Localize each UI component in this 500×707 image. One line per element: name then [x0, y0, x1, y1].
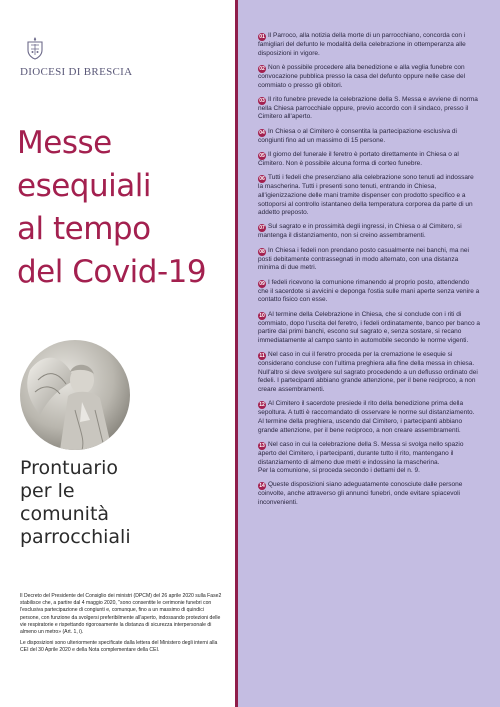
rule-number-badge: 12 — [259, 402, 265, 409]
subtitle-line: per le — [20, 480, 75, 502]
rule-text: Il giorno del funerale il feretro è portato direttamente in Chiesa o al Cimitero. Non è possibile alcuna forma di corteo funebre. — [258, 150, 459, 167]
rule-text: Non è possibile procedere alla benedizione e alla veglia funebre con convocazione pubblica presso la casa del defunto oppure nelle case del commiato o presso gli obitori. — [258, 63, 466, 89]
angel-statue-image — [20, 340, 130, 450]
rule-text: Nel caso in cui la celebrazione della S. Messa si svolga nello spazio aperto del Cimitero, i partecipanti, durante tutto il rito, mantengano il distanziamento di almeno due metri e indossino la mascherina. — [258, 440, 464, 466]
rule-item — [258, 151, 480, 169]
rule-number-badge: 07 — [259, 225, 265, 232]
rule-item — [258, 400, 480, 435]
rule-text-continued: Per la comunione, si proceda secondo i dettami del n. 9. — [258, 467, 420, 475]
rule-item — [258, 96, 480, 122]
subtitle — [20, 457, 230, 549]
rule-item — [258, 223, 480, 241]
title-line: al tempo — [17, 211, 151, 247]
rule-text: Il rito funebre prevede la celebrazione della S. Messa e avviene di norma nella Chiesa parrocchiale oppure, previo accordo con il sindaco, presso il Cimitero all'aperto. — [258, 95, 478, 121]
rule-number-badge: 04 — [259, 129, 265, 136]
rule-text: Al termine della Celebrazione in Chiesa, che si conclude con i riti di commiato, dopo l'uscita del feretro, i fedeli ordinatamente, banco per banco a partire dai primi banchi, escono sul sagrato e, senza sostare, si recano immediatamente al campo santo in automobile secondo le norme vigenti. — [258, 310, 481, 344]
rule-item — [258, 247, 480, 273]
rule-number-badge: 11 — [259, 353, 265, 360]
rule-number-badge: 14 — [259, 483, 265, 490]
rule-item — [258, 481, 480, 507]
rule-text: Tutti i fedeli che presenziano alla celebrazione sono tenuti ad indossare la mascherina. Tutti i presenti sono tenuti, entrando in Chiesa, all'igienizzazione delle mani tramite dispenser con prodotto specifico e a sottoporsi al controllo istantaneo della temperatura corporea da parte di un addetto preposto. — [258, 174, 474, 217]
rule-item — [258, 279, 480, 305]
rule-text: Al Cimitero il sacerdote presiede il rito della benedizione prima della sepoltura. A tutti è raccomandato di osservare le norme sul distanziamento. Al termine della preghiera, uscendo dal Cimitero, i partecipanti abbiano grande attenzione, per il bene reciproco, a non creare assembramenti. — [258, 400, 475, 434]
rule-text: Nel caso in cui il feretro proceda per la cremazione le esequie si considerano concluse con l'ultima preghiera alla fine della messa in chiesa. Null'altro si deve svolgere sul sagrato procedendo a un deflusso ordinato dei fedeli. I partecipanti abbiano grande attenzione, per il bene reciproco, a non creare assembramenti. — [258, 351, 478, 394]
rules-list — [258, 32, 480, 513]
rule-item — [258, 64, 480, 90]
rule-number-badge: 01 — [259, 34, 265, 40]
rule-item — [258, 351, 480, 395]
subtitle-line: comunità — [20, 503, 110, 525]
title-line: Messe — [17, 125, 112, 161]
rule-text: I fedeli ricevono la comunione rimanendo al proprio posto, attendendo che il sacerdote si avvicini e deponga l'ostia sulle mani aperte senza venire a contatto fisico con esse. — [258, 278, 480, 304]
rule-item — [258, 311, 480, 346]
rule-item — [258, 128, 480, 146]
rule-number-badge: 03 — [259, 97, 265, 104]
rule-text: In Chiesa o al Cimitero è consentita la partecipazione esclusiva di congiunti fino ad un massimo di 15 persone. — [258, 127, 457, 144]
rule-text: Sul sagrato e in prossimità degli ingressi, in Chiesa o al Cimitero, si mantenga il distanziamento, non si creino assembramenti. — [258, 223, 462, 240]
rule-number-badge: 02 — [259, 65, 265, 72]
footnote-paragraph: Le disposizioni sono ulteriormente specificate dalla lettera del Ministero degli interni alla CEI del 30 Aprile 2020 e della Nota complementare della CEI. — [20, 640, 218, 654]
praying-angel-icon — [20, 340, 130, 450]
rule-number-badge: 05 — [259, 152, 265, 159]
footnote-paragraph: Il Decreto del Presidente del Consiglio dei ministri (DPCM) del 26 aprile 2020 sulla Fase2 stabilisce che, a partire dal 4 maggio 2020, "sono consentite le cerimonie funebri con l'esclusiva partecipazione di congiunti e, comunque, fino a un massimo di quindici persone, con funzione da svolgersi preferibilmente all'aperto, indossando protezioni delle vie respiratorie e rispettando rigorosamente la distanza di sicurezza interpersonale di almeno un metro» (Art. 1, i). — [20, 593, 222, 636]
rule-number-badge: 10 — [259, 312, 265, 319]
rule-text: Queste disposizioni siano adeguatamente conosciute dalle persone coinvolte, anche attraverso gli annunci funebri, onde evitare spiacevoli inconvenienti. — [258, 481, 463, 507]
footnote — [20, 593, 225, 659]
subtitle-line: parrocchiali — [20, 526, 131, 548]
diocese-crest-icon — [25, 36, 45, 60]
rule-text: In Chiesa i fedeli non prendano posto casualmente nei banchi, ma nei posti debitamente contrassegnati in modo alternato, con una distanza minima di due metri. — [258, 246, 469, 272]
page-title — [17, 122, 235, 294]
rule-item — [258, 441, 480, 476]
rule-number-badge: 13 — [259, 442, 265, 449]
title-line: esequiali — [17, 168, 151, 204]
subtitle-line: Prontuario — [20, 457, 119, 479]
rule-number-badge: 09 — [259, 280, 265, 287]
rule-number-badge: 06 — [259, 176, 265, 183]
rule-number-badge: 08 — [259, 248, 265, 255]
rule-item — [258, 174, 480, 218]
rule-item — [258, 32, 480, 58]
diocese-name: DIOCESI DI BRESCIA — [20, 66, 133, 78]
title-line: del Covid-19 — [17, 254, 207, 290]
rule-text: Il Parroco, alla notizia della morte di un parrocchiano, concorda con i famigliari del defunto le modalità della celebrazione in ottemperanza alle disposizioni in vigore. — [258, 32, 466, 57]
left-panel — [0, 0, 235, 707]
